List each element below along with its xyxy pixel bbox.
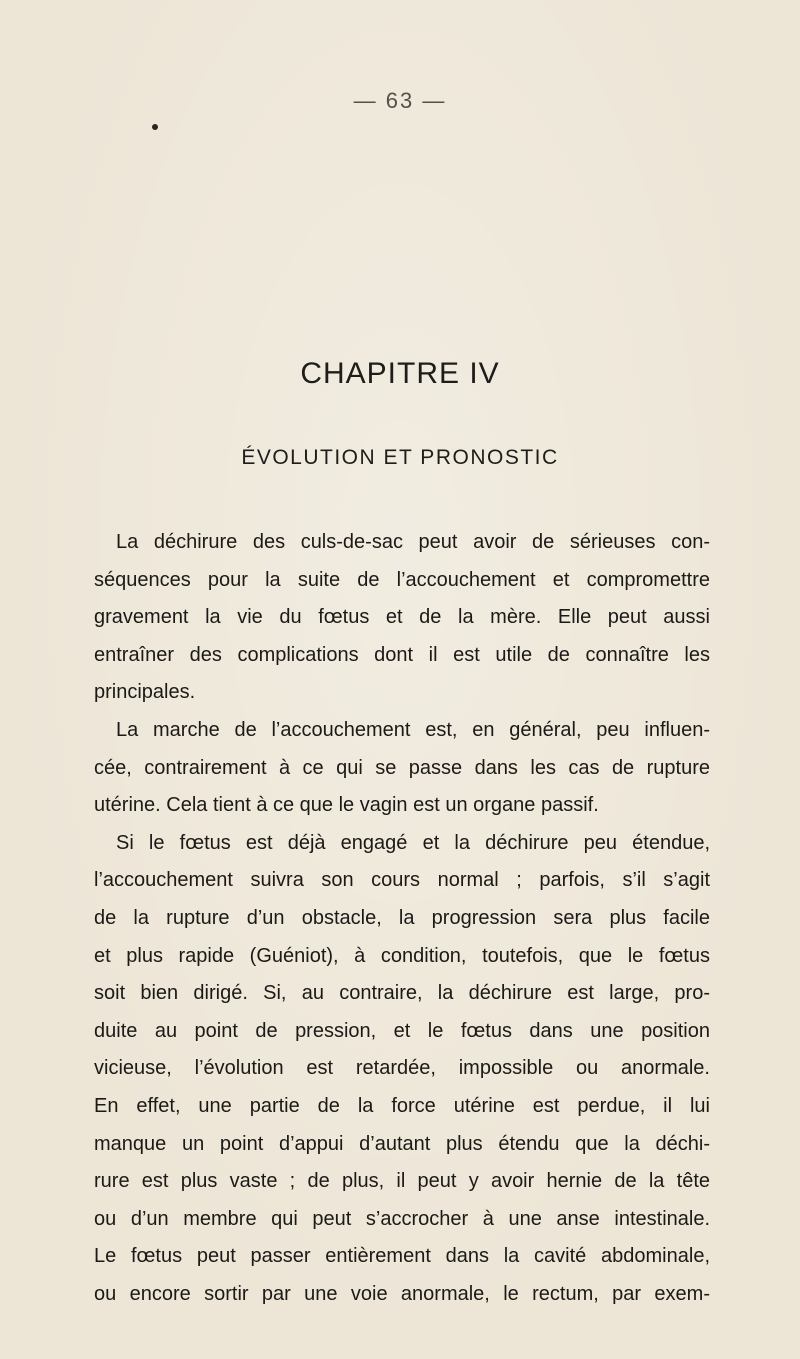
print-speck [152,124,158,130]
text-line: gravement la vie du fœtus et de la mère. Elle peut aussi [94,606,710,629]
text-line: soit bien dirigé. Si, au contraire, la déchirure est large, pro- [94,982,710,1005]
body-text [94,524,710,1313]
text-line: Si le fœtus est déjà engagé et la déchirure peu étendue, [116,831,710,854]
text-line: vicieuse, l’évolution est retardée, impossible ou anormale. [94,1057,710,1080]
text-line: rure est plus vaste ; de plus, il peut y avoir hernie de la tête [94,1170,710,1193]
text-line: ou d’un membre qui peut s’accrocher à une anse intestinale. [94,1207,710,1230]
text-line: Le fœtus peut passer entièrement dans la cavité abdominale, [94,1245,710,1268]
text-line: La marche de l’accouchement est, en général, peu influen- [116,718,710,741]
text-line: duite au point de pression, et le fœtus dans une position [94,1019,710,1042]
page-number: — 63 — [353,88,447,113]
chapter-title: CHAPITRE IV [300,357,500,390]
text-line: l’accouchement suivra son cours normal ; parfois, s’il s’agit [94,869,710,892]
text-line: ou encore sortir par une voie anormale, le rectum, par exem- [94,1282,710,1305]
text-line: entraîner des complications dont il est utile de connaître les [94,643,710,666]
text-line: séquences pour la suite de l’accouchement et compromettre [94,568,710,591]
text-line: manque un point d’appui d’autant plus étendu que la déchi- [94,1132,710,1155]
text-line: de la rupture d’un obstacle, la progression sera plus facile [94,906,710,929]
text-line: cée, contrairement à ce qui se passe dans les cas de rupture [94,756,710,779]
text-line: principales. [94,681,196,704]
text-line: En effet, une partie de la force utérine est perdue, il lui [94,1094,710,1117]
text-line: utérine. Cela tient à ce que le vagin est un organe passif. [94,794,599,817]
text-line: La déchirure des culs-de-sac peut avoir de sérieuses con- [116,531,710,553]
text-line: et plus rapide (Guéniot), à condition, toutefois, que le fœtus [94,944,710,967]
section-title: ÉVOLUTION ET PRONOSTIC [241,446,559,469]
